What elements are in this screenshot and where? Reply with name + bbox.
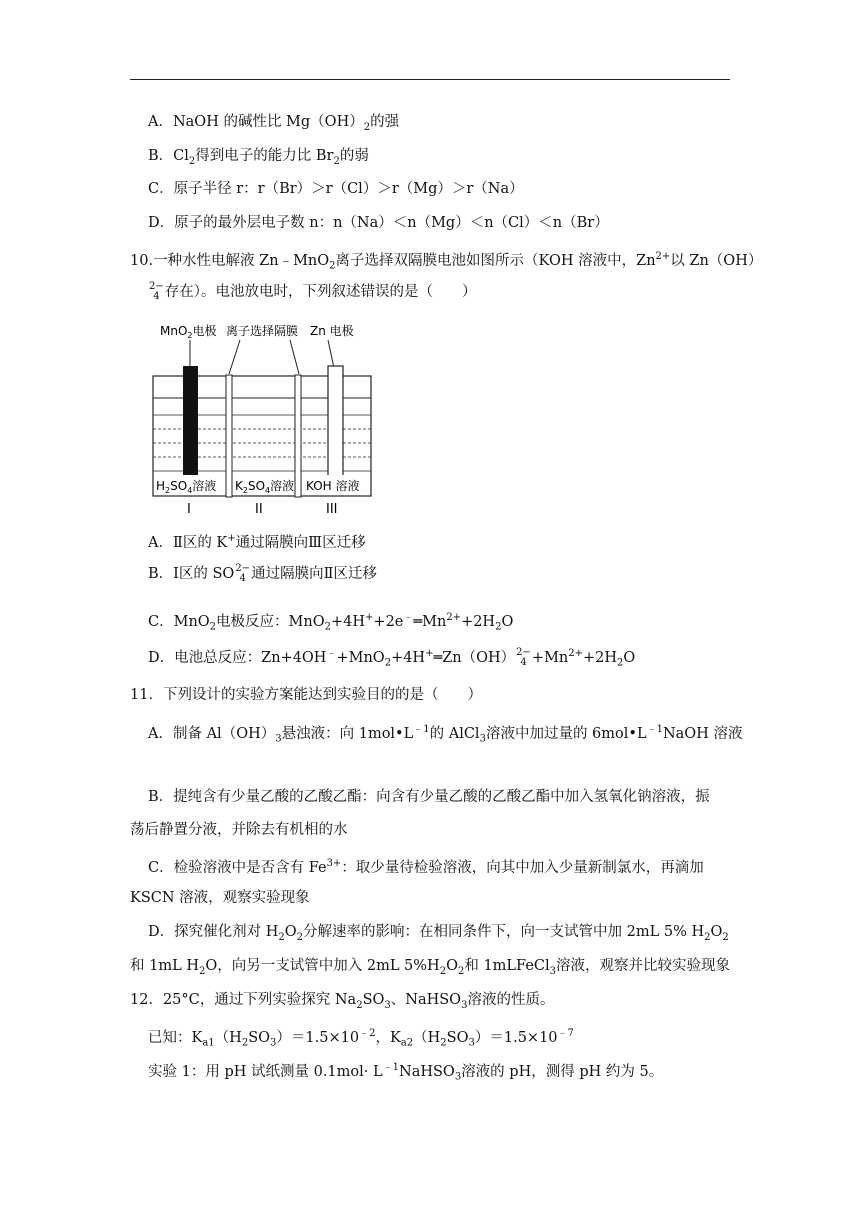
zn-electrode — [328, 366, 343, 476]
q11-option-d-line2: 和 1mL $H_2O$，向另一支试管中加入 2mL $5\%H_2O_2$和 1mLFeCl$_3$溶液，观察并比较实验现象 — [130, 958, 731, 977]
zincate-charge: 2− 4 — [516, 646, 531, 668]
zone-3-label: III — [326, 502, 338, 517]
q9-option-d: D．原子的最外层电子数 n：n（Na）＜n（Mg）＜n（Cl）＜n（Br） — [148, 215, 609, 231]
q12-experiment-1: 实验 1：用 pH 试纸测量 $0.1mol\cdot L^{﹣1}NaHSO_3$溶液的 pH，测得 pH 约为 5。 — [148, 1062, 664, 1083]
q10-option-b: B．Ⅰ区的 SO 2− 4 通过隔膜向Ⅱ区迁移 — [148, 563, 377, 584]
label-h2so4-solution: $H_2SO_4$溶液 — [156, 479, 217, 495]
header-rule — [130, 79, 730, 80]
q12-known: 已知：$K_{a1}(H_2SO_3)=1.5\times 10^{﹣2}$，$K_{a2}(H_2SO_3)=1.5\times 10^{﹣7}$ — [148, 1028, 574, 1049]
zone-2-label: II — [255, 502, 263, 517]
q12-stem: 12．25°C，通过下列实验探究 $Na_2SO_3$、NaHSO$_3$溶液的性质。 — [130, 992, 555, 1011]
battery-diagram — [150, 318, 378, 518]
q10-stem-line2: 2− 4 存在）。电池放电时，下列叙述错误的是（ ） — [149, 281, 477, 302]
label-membrane: 离子选择隔膜 — [226, 324, 299, 338]
q9-option-c: C．原子半径 r：r（Br）＞r（Cl）＞r（Mg）＞r（Na） — [148, 181, 524, 197]
q11-option-b-line1: B．提纯含有少量乙酸的乙酸乙酯：向含有少量乙酸的乙酸乙酯中加入氢氧化钠溶液，振 — [148, 789, 710, 805]
label-koh-solution: KOH 溶液 — [306, 479, 360, 493]
q10-option-a: A．Ⅱ区的 K+通过隔膜向Ⅲ区迁移 — [148, 533, 366, 551]
q11-option-d-line1: D．探究催化剂对 $H_2O_2$分解速率的影响：在相同条件下，向一支试管中加 2mL 5% $H_2O_2$ — [148, 924, 729, 943]
label-mno2-electrode: MnO$_2$电极 — [160, 324, 217, 340]
membrane-left — [226, 375, 232, 497]
label-k2so4-solution: $K_2SO_4$溶液 — [235, 479, 295, 495]
q11-option-b-line2: 荡后静置分液，并除去有机相的水 — [130, 822, 348, 838]
q10-zincate-charge: 2− 4 — [149, 281, 164, 302]
q9-option-a: A．NaOH 的碱性比 $Mg(OH)_2$的强 — [148, 114, 400, 133]
q11-option-c-line1: C．检验溶液中是否含有 $Fe^{3+}$：取少量待检验溶液，向其中加入少量新制氯水，再滴加 — [148, 858, 704, 876]
q10-stem-line1: 10.一种水性电解液 Zn﹣MnO$_2$离子选择双隔膜电池如图所示（KOH 溶液中，$Zn^{2+}$以 Zn（OH） — [130, 251, 763, 272]
label-zn-electrode: Zn 电极 — [310, 324, 354, 338]
q9-option-b: B．$Cl_2$得到电子的能力比 $Br_2$的弱 — [148, 148, 369, 167]
zone-1-label: I — [187, 502, 191, 517]
q11-option-a: A．制备 $Al(OH)_3$悬浊液：向 $1mol•L^{﹣1}$的 AlCl$_3$溶液中加过量的 $6mol•L^{﹣1}NaOH$ 溶液 — [148, 724, 743, 745]
mno2-electrode — [183, 366, 198, 476]
q10-option-c: C．MnO$_2$电极反应：$MnO_2+4H^++2e^﹣═Mn^{2+}+2H_2O$ — [148, 612, 514, 633]
q11-stem: 11．下列设计的实验方案能达到实验目的的是（ ） — [130, 687, 482, 703]
sulfate-charge: 2− 4 — [235, 563, 251, 584]
membrane-right — [295, 375, 301, 497]
q11-option-c-line2: KSCN 溶液，观察实验现象 — [130, 890, 310, 906]
q10-option-d: D．电池总反应：Zn+4OH﹣+MnO$_2$+4H+═Zn（OH） 2− 4 $+Mn^{2+}+2H_2O$ — [148, 646, 636, 669]
